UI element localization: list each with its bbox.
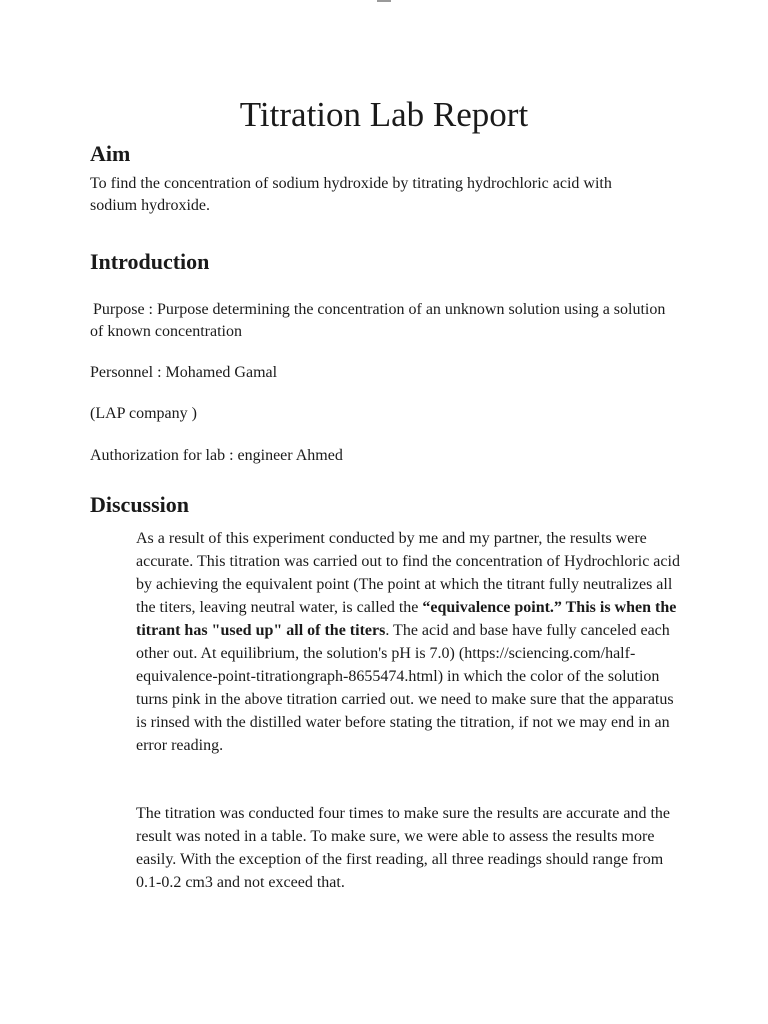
aim-text: To find the concentration of sodium hydroxide by titrating hydrochloric acid with sodium hydroxide. [90, 175, 612, 214]
introduction-heading: Introduction [90, 249, 210, 274]
equivalence-point-definition: “equivalence point.” This is when the titrant has "used up" all of the titers [136, 599, 677, 639]
discussion-paragraph-2: The titration was conducted four times to make sure the results are accurate and the result was noted in a table. To make sure, we were able to assess the results more easily. With the exception of the first reading, all three readings should range from 0.1-0.2 cm3 and not exceed that. [136, 805, 671, 891]
discussion-paragraph-1 [136, 527, 684, 757]
authorization-text: Authorization for lab : engineer Ahmed [90, 447, 343, 464]
discussion-p1-part1: As a result of this experiment conducted by me and my partner, the results were accurate. This titration was carried out to find the concentration of Hydrochloric acid by achieving the equivalent point (The point at which the titrant fully neutralizes all the titers, leaving neutral water, is called the [136, 530, 680, 616]
aim-heading: Aim [90, 141, 131, 166]
discussion-p1-part2: . The acid and base have fully canceled each other out. At equilibrium, the solution's pH is 7.0) (https://sciencing.com/half-equivalence-point-titrationgraph-8655474.html) in which the color of the solution turns pink in the above titration carried out. we need to make sure that the apparatus is rinsed with the distilled water before stating the titration, if not we may end in an error reading. [136, 622, 674, 754]
discussion-heading: Discussion [90, 492, 190, 517]
personnel-text: Personnel : Mohamed Gamal [90, 364, 278, 381]
document-title: Titration Lab Report [239, 95, 529, 134]
company-text: (LAP company ) [90, 405, 197, 422]
purpose-text: Purpose : Purpose determining the concentration of an unknown solution using a solution of known concentration [90, 301, 666, 340]
page-top-mark [377, 0, 391, 2]
